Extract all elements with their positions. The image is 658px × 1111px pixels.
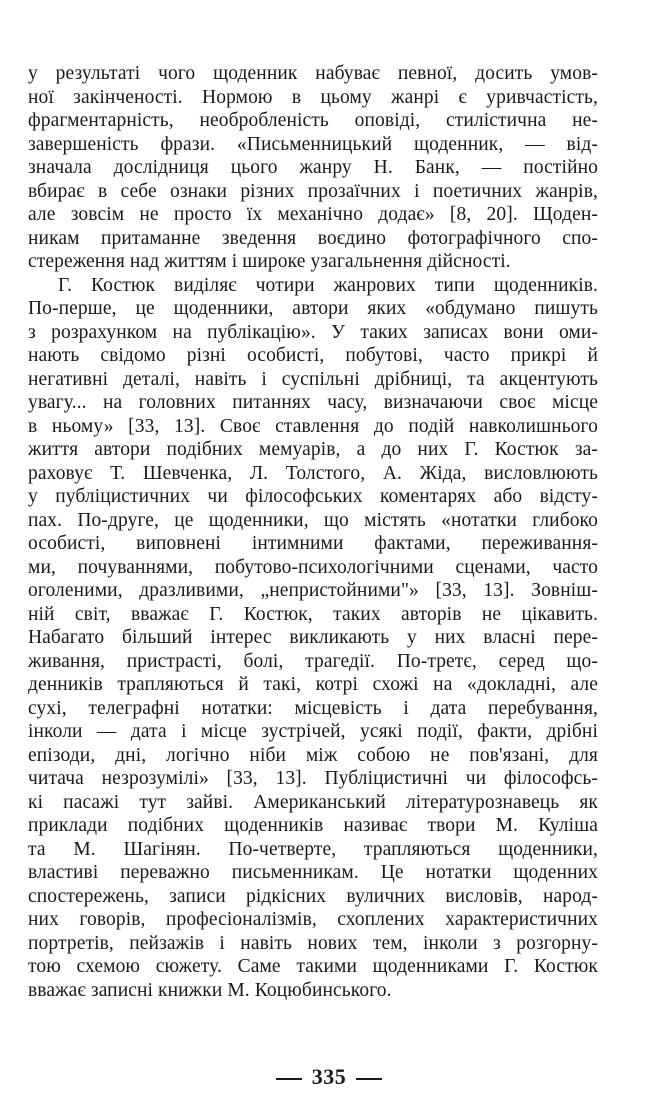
page-number-text: 335 <box>311 1064 347 1089</box>
text-line: пах. По-друге, це щоденники, що містять «нотатки глибоко <box>28 509 598 531</box>
text-line: них говорів, професіоналізмів, схоплених характеристичних <box>28 909 598 930</box>
text-block <box>28 62 598 1002</box>
text-line: вбирає в себе ознаки різних прозаїчних і поетичних жанрів, <box>28 180 598 202</box>
text-line: життя автори подібних мемуарів, а до них Г. Костюк за- <box>28 439 598 460</box>
text-line: стереження над життям і широке узагальнення дійсності. <box>28 251 511 272</box>
text-line: сухі, телеграфні нотатки: місцевість і дата перебування, <box>28 697 598 719</box>
text-line: оголеними, дразливими, „непристойними"» [33, 13]. Зовніш- <box>28 580 598 601</box>
text-line: вважає записні книжки М. Коцюбинського. <box>28 979 392 1001</box>
text-line: ній світ, вважає Г. Костюк, таких авторів не цікавить. <box>28 603 598 625</box>
text-line: По-перше, це щоденники, автори яких «обдумано пишуть <box>28 298 598 319</box>
text-line: ної закінченості. Нормою в цьому жанрі є уривчастість, <box>28 86 598 108</box>
text-line: портретів, пейзажів і навіть нових тем, інколи з розгорну- <box>28 932 598 954</box>
text-line: спостережень, записи рідкісних вуличних висловів, народ- <box>28 885 598 907</box>
text-line: властиві переважно письменникам. Це нотатки щоденних <box>28 862 598 883</box>
text-line: увагу... на головних питаннях часу, визначаючи своє місце <box>28 392 598 413</box>
text-line: никам притаманне зведення воєдино фотографічного спо- <box>28 227 598 249</box>
text-line: з розрахунком на публікацію». У таких записах вони оми- <box>28 321 598 343</box>
text-line: Г. Костюк виділяє чотири жанрових типи щоденників. <box>58 274 598 296</box>
text-line: особисті, виповнені інтимними фактами, переживання- <box>28 533 598 554</box>
text-line: епізоди, дні, логічно ніби між собою не пов'язані, для <box>28 744 598 766</box>
text-line: раховує Т. Шевченка, Л. Толстого, А. Жіда, висловлюють <box>28 462 598 484</box>
text-line: ми, почуваннями, побутово-психологічними сценами, часто <box>28 556 598 578</box>
left-dash <box>276 1078 302 1080</box>
page-number <box>0 1064 658 1090</box>
text-line: приклади подібних щоденників називає твори М. Куліша <box>28 815 598 836</box>
text-line: Набагато більший інтерес викликають у них власні пере- <box>28 627 598 648</box>
text-line: кі пасажі тут зайві. Американський літературознавець як <box>28 791 598 813</box>
text-line: значала дослідниця цього жанру Н. Банк, — постійно <box>28 157 598 178</box>
text-line: читача незрозумілі» [33, 13]. Публіцистичні чи філософсь- <box>28 768 598 789</box>
text-line: та М. Шагінян. По-четверте, трапляються щоденники, <box>28 838 598 860</box>
text-line: нають свідомо різні особисті, побутові, часто прикрі й <box>28 345 598 366</box>
text-line: фрагментарність, необробленість оповіді, стилістична не- <box>28 110 598 131</box>
text-line: завершеність фрази. «Письменницький щоденник, — від- <box>28 133 598 155</box>
text-line: у результаті чого щоденник набуває певної, досить умов- <box>28 63 598 84</box>
text-line: у публіцистичних чи філософських коментарях або відсту- <box>28 486 598 507</box>
text-line: в ньому» [33, 13]. Своє ставлення до подій навколишнього <box>28 415 598 437</box>
text-line: інколи — дата і місце зустрічей, усякі події, факти, дрібні <box>28 721 598 742</box>
right-dash <box>356 1078 382 1080</box>
text-line: але зовсім не просто їх механічно додає» [8, 20]. Щоден- <box>28 204 598 225</box>
text-line: живання, пристрасті, болі, трагедії. По-третє, серед що- <box>28 650 598 672</box>
text-line: негативні деталі, навіть і суспільні дрібниці, та акцентують <box>28 368 598 390</box>
text-line: денників трапляються й такі, котрі схожі на «докладні, але <box>28 674 598 695</box>
text-line: тою схемою сюжету. Саме такими щоденниками Г. Костюк <box>28 956 598 977</box>
